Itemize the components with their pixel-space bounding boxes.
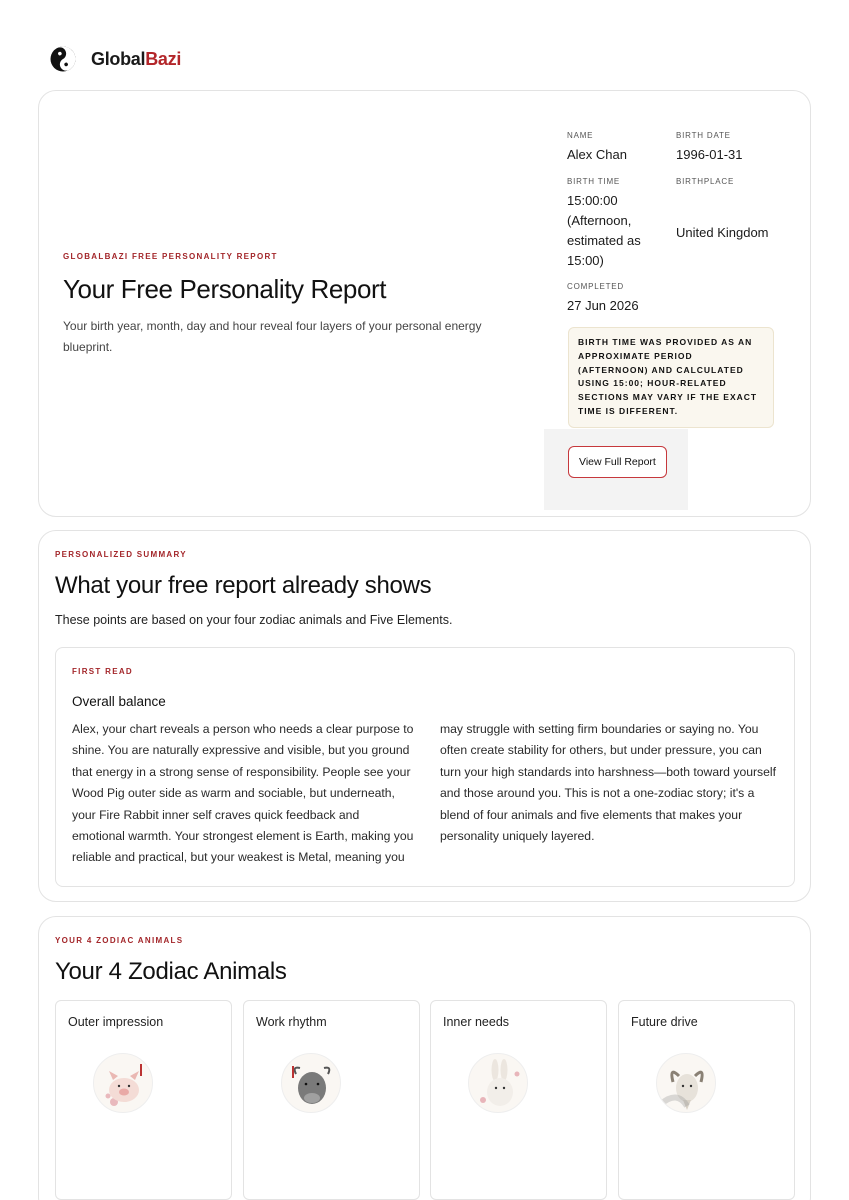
yin-yang-icon: [50, 46, 76, 72]
meta-birthplace-label: BIRTHPLACE: [676, 177, 735, 186]
zodiac-card-label: Work rhythm: [256, 1015, 327, 1029]
meta-completed-value: 27 Jun 2026: [567, 298, 639, 313]
first-read-body: Alex, your chart reveals a person who needs a clear purpose to shine. You are naturally expressive and visible, but you ground that energy in a strong sense of responsibility. People see your Wood Pig outer side as warm and sociable, but underneath, your Fire Rabbit inner self craves quick feedback and emotional warmth. Your strongest element is Earth, making you reliable and practical, but your weakest is Metal, meaning you may struggle with setting firm boundaries or saying no. You often create stability for others, but under pressure, you can turn your high standards into harshness—both toward yourself and those around you. This is not a one-zodiac story; it's a blend of four animals and five elements that makes your personality uniquely layered.: [72, 722, 777, 865]
summary-subtitle: These points are based on your four zodiac animals and Five Elements.: [55, 613, 453, 627]
meta-name-label: NAME: [567, 131, 594, 140]
zodiac-card-label: Future drive: [631, 1015, 698, 1029]
zodiac-card-label: Inner needs: [443, 1015, 510, 1029]
hero-lead: Your birth year, month, day and hour reveal four layers of your personal energy blueprint.: [63, 319, 482, 354]
hero-eyebrow: GLOBALBAZI FREE PERSONALITY REPORT: [63, 252, 278, 261]
meta-birth-time: [567, 177, 662, 271]
zodiac-title: Your 4 Zodiac Animals: [55, 958, 287, 985]
meta-birth-time-label: BIRTH TIME: [567, 177, 621, 186]
summary-eyebrow: PERSONALIZED SUMMARY: [55, 550, 187, 559]
zodiac-card-label: Outer impression: [68, 1015, 164, 1029]
first-read-panel: [55, 647, 795, 887]
birth-time-note: BIRTH TIME WAS PROVIDED AS AN APPROXIMATE PERIOD (AFTERNOON) AND CALCULATED USING 15:00; HOUR-RELATED SECTIONS MAY VARY IF THE EXACT TIME IS DIFFERENT.: [568, 327, 774, 428]
zodiac-animal-card[interactable]: [618, 1000, 795, 1200]
summary-title: What your free report already shows: [55, 572, 432, 599]
pig-illustration-icon: [93, 1053, 153, 1113]
ox-illustration-icon: [281, 1053, 341, 1113]
meta-birth-date: [676, 131, 743, 165]
first-read-title: Overall balance: [72, 694, 166, 709]
zodiac-card: [38, 916, 811, 1200]
summary-card: [38, 530, 811, 902]
meta-completed: [567, 282, 639, 316]
meta-name: [567, 131, 627, 165]
rabbit-illustration-icon: [468, 1053, 528, 1113]
meta-completed-label: COMPLETED: [567, 282, 624, 291]
brand-name: GlobalBazi: [91, 48, 182, 69]
zodiac-eyebrow: YOUR 4 ZODIAC ANIMALS: [55, 936, 184, 945]
first-read-eyebrow: FIRST READ: [72, 667, 133, 676]
goat-illustration-icon: [656, 1053, 716, 1113]
zodiac-animal-card[interactable]: [430, 1000, 607, 1200]
page-title: Your Free Personality Report: [63, 274, 387, 304]
meta-birth-date-label: BIRTH DATE: [676, 131, 731, 140]
zodiac-animal-card[interactable]: [243, 1000, 420, 1200]
zodiac-animal-card[interactable]: [55, 1000, 232, 1200]
brand-logo[interactable]: [50, 45, 181, 73]
meta-name-value: Alex Chan: [567, 147, 627, 162]
cta-area: [544, 429, 688, 510]
hero-card: [38, 90, 811, 517]
meta-birth-date-value: 1996-01-31: [676, 147, 743, 162]
meta-birthplace-value: United Kingdom: [676, 225, 769, 240]
view-full-report-button[interactable]: View Full Report: [568, 446, 667, 478]
meta-birth-time-value: 15:00:00 (Afternoon, estimated as 15:00): [567, 193, 641, 268]
